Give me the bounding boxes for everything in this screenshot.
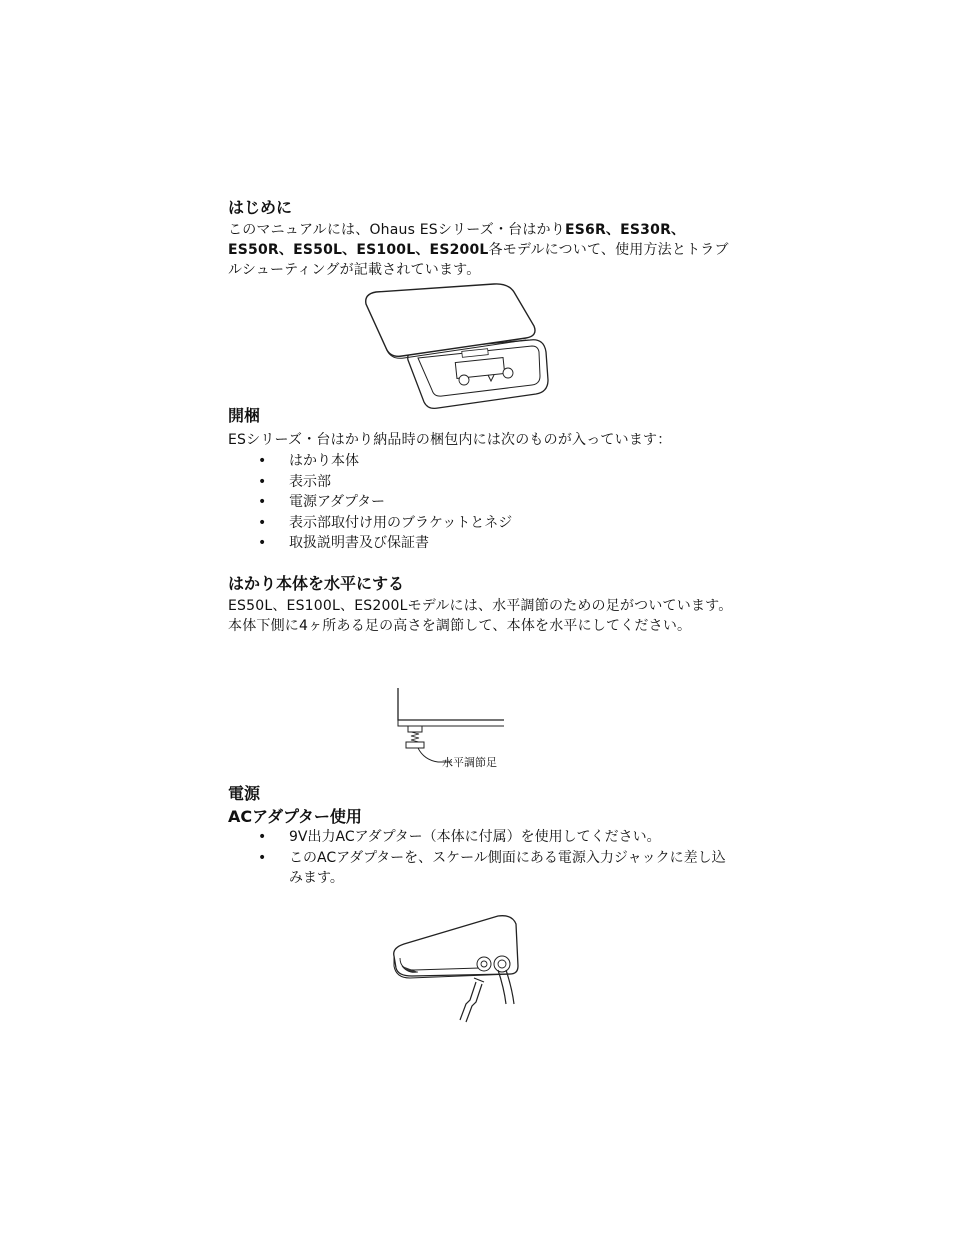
list-item-text: 電源アダプター [289, 494, 386, 511]
power-subheading: ACアダプター使用 [228, 807, 362, 826]
leveling-heading: はかり本体を水平にする [228, 574, 405, 593]
unpacking-list [228, 451, 738, 554]
bullet-mark: • [258, 514, 267, 531]
power-heading: 電源 [228, 784, 261, 803]
intro-text-part1: このマニュアルには、Ohaus ESシリーズ・台はかり [228, 222, 565, 238]
leveling-foot-label: 水平調節足 [442, 756, 497, 769]
leveling-section [228, 574, 738, 636]
intro-paragraph [228, 220, 738, 280]
list-item-text: はかり本体 [289, 453, 359, 469]
leveling-paragraph: ES50L、ES100L、ES200Lモデルには、水平調節のための足がついています。本体下側に4ヶ所ある足の高さを調節して、本体を水平にしてください。 [228, 598, 733, 634]
list-item-text: 取扱説明書及び保証書 [289, 535, 429, 552]
intro-section [228, 198, 738, 280]
intro-text-part2: 各モデルについて、使用方法とトラブルシューティングが記載されています。 [228, 242, 729, 278]
power-section [228, 784, 738, 889]
list-item [228, 513, 738, 534]
intro-models-2: ES50R、ES50L、ES100L、ES200L [228, 242, 489, 258]
unpacking-paragraph: ESシリーズ・台はかり納品時の梱包内には次のものが入っています： [228, 432, 672, 448]
bullet-mark: • [258, 453, 267, 469]
leveling-foot-illustration [394, 686, 544, 772]
bullet-mark: • [258, 849, 267, 866]
list-item [228, 827, 738, 848]
list-item-text: 表示部取付け用のブラケットとネジ [289, 514, 513, 531]
bullet-mark: • [258, 473, 267, 490]
ac-adapter-illustration [388, 912, 524, 1028]
unpacking-heading: 開梱 [228, 406, 261, 425]
bullet-mark: • [258, 494, 267, 511]
list-item-text: 9V出力ACアダプター（本体に付属）を使用してください。 [289, 829, 661, 845]
list-item [228, 451, 738, 472]
power-list [228, 827, 738, 889]
list-item [228, 848, 738, 889]
bullet-mark: • [258, 535, 267, 552]
intro-heading: はじめに [228, 198, 293, 217]
unpacking-section [228, 406, 738, 554]
list-item [228, 533, 738, 554]
scale-illustration [358, 280, 554, 414]
list-item [228, 472, 738, 493]
list-item-text: このACアダプターを、スケール側面にある電源入力ジャックに差し込みます。 [289, 849, 726, 887]
intro-models-1: ES6R、ES30R、 [564, 222, 686, 238]
list-item [228, 492, 738, 513]
list-item-text: 表示部 [289, 473, 331, 490]
ac-adapter-jack-image [388, 912, 524, 1028]
bullet-mark: • [258, 829, 267, 845]
bench-scale-image [358, 280, 554, 414]
